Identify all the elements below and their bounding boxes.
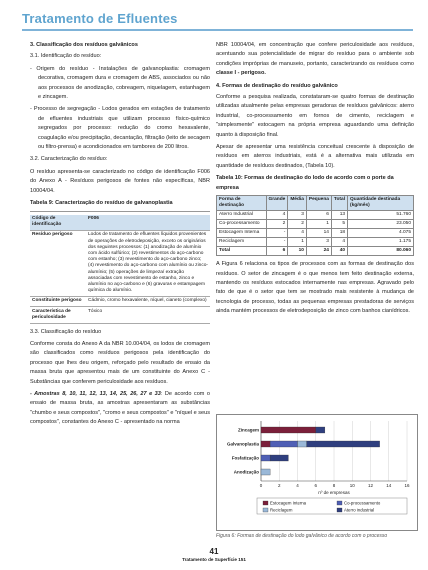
x-axis-label: nº de empresas [318, 490, 350, 495]
page-number: 41 [209, 547, 219, 556]
table-cell: 23.050 [348, 220, 414, 229]
section-3-3-title: 3.3. Classificação do resíduo [30, 328, 102, 335]
table-cell: 2 [266, 220, 288, 229]
bar-segment [261, 427, 316, 433]
table-row [30, 296, 210, 306]
legend-label: Estocagem Interna [270, 500, 307, 506]
table-cell: 6 [266, 247, 288, 256]
table-header-cell: Forma de destinação [217, 196, 267, 211]
segregation-bullet: - Processo de segregação - Lodos gerados em estações de tratamento de efluentes industriais que utilizam processo físico-químico segregados por processo: redução do cromo hexavalente, coagulação e/ou precipitação, decantação, filtração (leito de secagem ou filtro-prensa) e acondicionados em tambores de 200 litros. [30, 106, 210, 151]
bar-segment [261, 455, 270, 461]
continuation-paragraph [216, 41, 414, 79]
legend-label: Co-processamento [344, 500, 381, 506]
table-cell-label: Resíduo perigoso [30, 230, 86, 296]
figure-6-chart [216, 414, 418, 531]
table-cell: 3 [288, 211, 307, 220]
figure-6-paragraph: A Figura 6 relaciona os tipos de processos com as formas de destinação dos resíduos. O setor de zincagem é o que menos tem feito destinação externa, mantendo os resíduos estocados internamente nas empresas. Agravado pelo fato de que é o setor que tem se mostrado mais resistente à mudança de tecnologia de processo, todas as pequenas empresas prestadoras de serviços ainda mantém processos de eletrodeposição de zinco com banhos cianídricos. [216, 261, 414, 315]
hazard-class: classe I - perigoso. [216, 70, 266, 77]
table-header-cell: Quantidade destinada (kg/mês) [348, 196, 414, 211]
bar-segment [270, 455, 288, 461]
table-cell: Aterro Industrial [217, 211, 267, 220]
origin-bullet: - Origem do resíduo - Instalações de galvanoplastia: cromagem decorativa, cromagem dura e cromagem de ABS, associados ou não aos processos de anodização, cobreagem, niquelagem, estanhagem e zincagem. [30, 65, 210, 101]
x-tick-label: 8 [332, 483, 336, 488]
table-cell: 80.060 [348, 247, 414, 256]
table-cell-value: F006 [86, 215, 210, 231]
legend-swatch [337, 501, 342, 505]
table-cell: 4 [331, 238, 347, 247]
table-cell: 2 [288, 220, 307, 229]
table-cell: 1 [306, 220, 331, 229]
table-cell: 3 [306, 238, 331, 247]
samples-lead: - Amostras 8, 10, 11, 12, 13, 14, 25, 26, 27 e 33 [30, 390, 161, 397]
category-label: Galvanoplastia [226, 441, 259, 447]
x-tick-label: 6 [314, 483, 318, 488]
table-cell: Co-processamento [217, 220, 267, 229]
continuation-text: NBR 10004/04, em concentração que confere periculosidade aos resíduos, acentuando sua potencialidade de migrar do resíduo para o ambiente sob condições impróprias de manuseio, portanto, caracterizando os resíduos como [216, 42, 414, 67]
bar-segment [316, 427, 325, 433]
table-cell: 4 [288, 229, 307, 238]
table-row [30, 215, 210, 231]
table-cell: Total [217, 247, 267, 256]
legend-swatch [263, 501, 268, 505]
table-cell: 18 [331, 229, 347, 238]
table-cell: 40 [331, 247, 347, 256]
category-label: Fosfatização [231, 455, 259, 461]
header-rule [22, 29, 413, 31]
table-cell: 10 [288, 247, 307, 256]
bar-segment [307, 441, 380, 447]
bar-segment [270, 441, 297, 447]
table-header-cell: Média [288, 196, 307, 211]
x-tick-label: 14 [386, 483, 392, 488]
samples-paragraph [30, 390, 210, 428]
legend-swatch [337, 508, 342, 512]
table-cell: 1.175 [348, 238, 414, 247]
table-cell: 51.760 [348, 211, 414, 220]
table-cell: Reciclagem [217, 238, 267, 247]
table-cell: Estocagem Interna [217, 229, 267, 238]
table-cell-value: Lodos de tratamento de efluentes líquidos provenientes de operações de eletrodeposição, exceto os originários dos seguintes processos: (1) anodização de alumínio com ácido sulfúrico; (2) revestimentos do aço-carbono com estanho; (3) revestimento do aço-carbono zinco; (4) revestimento do aço-carbono com alumínio ou zinco-alumínio; (5) operações de limpeza/ extração associadas com revestimento de estanho, zinco e alumínio no aço-carbono e (6) gravuras e estampagem química do alumínio. [86, 230, 210, 296]
section-4-title: 4. Formas de destinação do resíduo galvânico [216, 82, 338, 89]
table-cell-value: Tóxico [86, 307, 210, 323]
legend-label: Reciclagem [270, 507, 293, 513]
section-3-1-title: 3.1. Identificação do resíduo: [30, 53, 102, 60]
table-cell-label: Código de identificação [30, 215, 86, 231]
page-header-title: Tratamento de Efluentes [22, 11, 178, 26]
table-cell-value: Cádmio, cromo hexavalente, níquel, cianeto (complexo) [86, 296, 210, 306]
table-10 [216, 195, 414, 256]
table-row [217, 229, 414, 238]
table-9-title: Tabela 9: Caracterização do resíduo de galvanoplastia [30, 200, 173, 207]
bar-segment [298, 441, 307, 447]
table-header-cell: Pequena [306, 196, 331, 211]
table-row [217, 238, 414, 247]
table-cell: 13 [331, 211, 347, 220]
table-cell: - [266, 238, 288, 247]
table-row [217, 211, 414, 220]
table-cell: 5 [331, 220, 347, 229]
table-header-cell: Grande [266, 196, 288, 211]
table-cell-label: Constituinte perigoso [30, 296, 86, 306]
bar-segment [261, 469, 270, 475]
table-9-rule [30, 211, 210, 212]
table-cell: 6 [306, 211, 331, 220]
section-3-title: 3. Classificação dos resíduos galvânicos [30, 42, 138, 48]
category-label: Anodização [233, 469, 259, 475]
legend-label: Aterro industrial [344, 507, 375, 513]
table-total-row [217, 247, 414, 256]
category-label: Zincagem [237, 427, 259, 433]
x-tick-label: 4 [296, 483, 299, 488]
bar-segment [261, 441, 270, 447]
table-row [30, 230, 210, 296]
right-column [216, 41, 414, 320]
section-3-2-title: 3.2. Caracterização do resíduo: [30, 156, 108, 163]
x-tick-label: 2 [277, 483, 281, 488]
table-header-cell: Total [331, 196, 347, 211]
section-3-2-paragraph: O resíduo apresenta-se caracterizado no código de identificação F006 do Anexo A - Resíduos perigosos de fontes não específicas, NBR 10004/04. [30, 168, 210, 194]
left-column [30, 41, 210, 431]
samples-text: : De acordo com o ensaio de massa bruta, as amostras apresentaram as substâncias "chumbo e seus compostos", "cromo e seus compostos" e "níquel e seus compostos", constantes do Anexo C - apresentado na norma [30, 390, 210, 426]
table-9 [30, 215, 210, 324]
x-tick-label: 0 [259, 483, 263, 488]
legend-swatch [263, 508, 268, 512]
table-cell: 14 [306, 229, 331, 238]
table-row [217, 220, 414, 229]
chart-svg [217, 415, 417, 530]
x-tick-label: 12 [367, 483, 374, 488]
x-tick-label: 16 [404, 483, 410, 488]
table-cell: - [266, 229, 288, 238]
section-4-paragraph: Conforme a pesquisa realizada, constataram-se quatro formas de destinação utilizadas atualmente pelas empresas geradoras de resíduos galvânicos: aterro industrial, co-processamento em fornos de cimento, reciclagem e "simplesmente" estocagem na própria empresa aguardando uma definição quanto à disposição final. [216, 94, 414, 138]
table-cell: 1 [288, 238, 307, 247]
landfill-paragraph: Apesar de apresentar uma resistência conceitual crescente à disposição de resíduos em aterros industriais, está é a alternativa mais utilizada em quantidade de resíduos destinados, (Tabela 10). [216, 144, 414, 169]
table-row [30, 307, 210, 323]
table-cell: 4.075 [348, 229, 414, 238]
table-cell: 4 [266, 211, 288, 220]
table-10-title: Tabela 10: Formas de destinação do lodo de acordo com o porte da empresa [216, 175, 394, 191]
table-header-row [217, 196, 414, 211]
figure-6-caption: Figura 6: Formas de destinação do lodo galvânico de acordo com o processo [216, 533, 388, 539]
x-tick-label: 10 [349, 483, 355, 488]
section-3-3-paragraph: Conforme consta do Anexo A da NBR 10.004/04, os lodos de cromagem são classificados como resíduos perigosos pela identificação do processo que lhes deu origem, reforçado pelo resultado de ensaio da massa bruta que apresentou mais de um constituinte do Anexo C - Substâncias que conferem periculosidade aos resíduos. [30, 340, 210, 385]
table-cell: 24 [306, 247, 331, 256]
publication-name: Tratamento de Superfície 151 [182, 557, 246, 562]
table-cell-label: Característica de periculosidade [30, 307, 86, 323]
